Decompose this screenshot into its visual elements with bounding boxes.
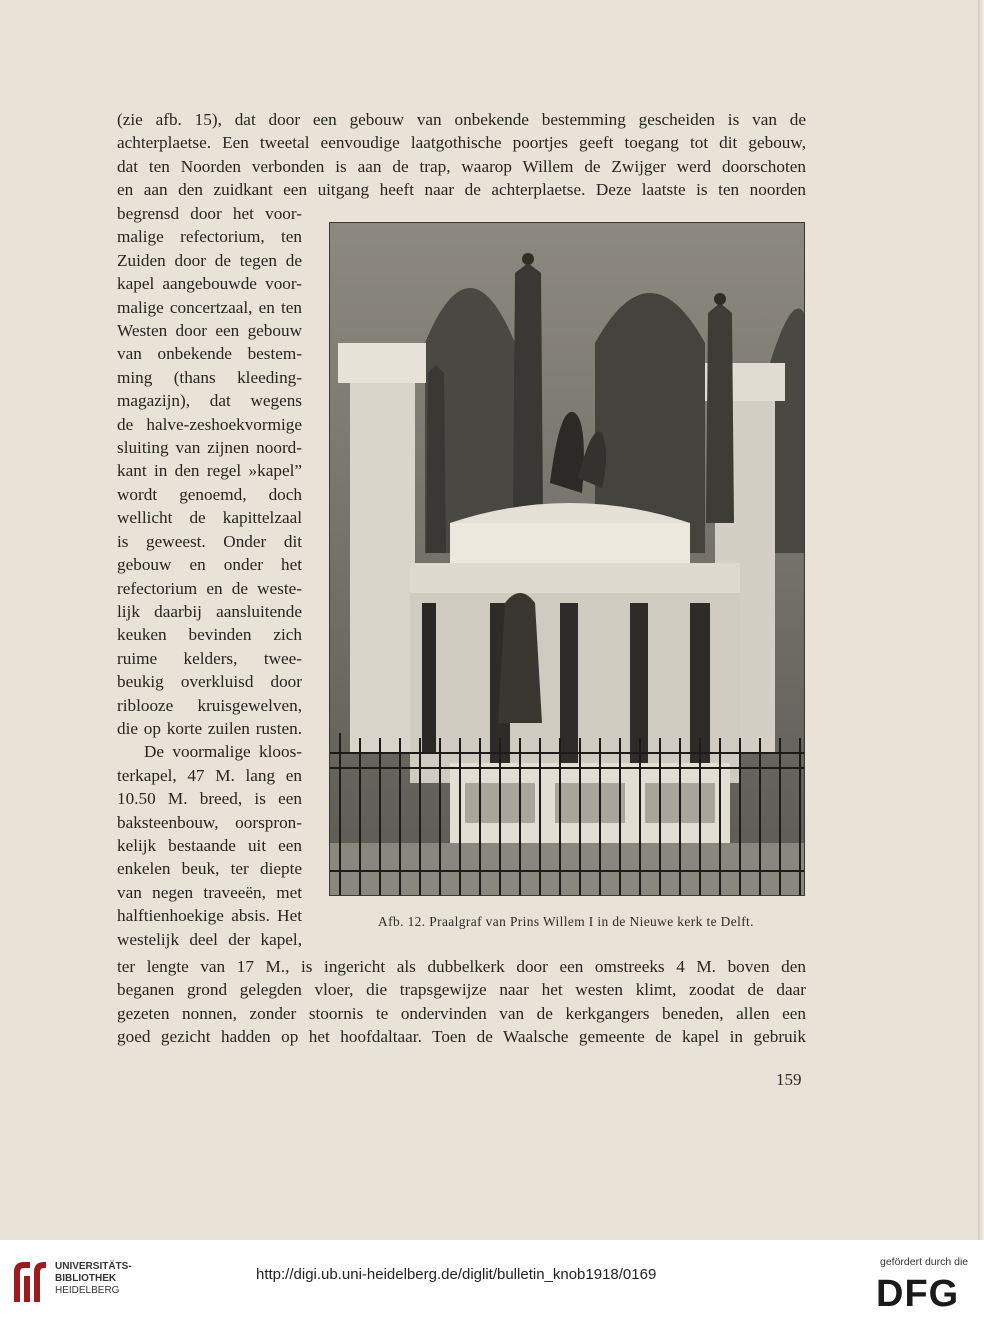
text-line: achterplaetse. Een tweetal eenvoudige laatgothische poortjes geeft toegang tot dit gebouw, bbox=[117, 133, 806, 153]
tomb-photograph bbox=[329, 222, 805, 896]
text-line: Zuiden door de tegen de bbox=[117, 250, 302, 270]
text-line: gezeten nonnen, zonder stoornis te ondervinden van de kerkgangers beneden, allen een bbox=[117, 1003, 806, 1023]
text-line: ter lengte van 17 M., is ingericht als dubbelkerk door een omstreeks 4 M. boven den bbox=[117, 957, 806, 976]
library-line-1: UNIVERSITÄTS- bbox=[55, 1261, 132, 1272]
text-line: kapel aangebouwde voor- bbox=[117, 274, 302, 294]
text-line: magazijn), dat wegens bbox=[117, 391, 302, 411]
text-line: baksteenbouw, oorspron- bbox=[117, 812, 302, 832]
text-line: malige concertzaal, en ten bbox=[117, 297, 302, 317]
text-line: ruime kelders, twee- bbox=[117, 648, 302, 668]
library-line-2: BIBLIOTHEK bbox=[55, 1273, 117, 1284]
text-line: begrensd door het voor- bbox=[117, 204, 302, 223]
text-line: kant in den regel »kapel” bbox=[117, 461, 302, 481]
text-line: enkelen beuk, ter diepte bbox=[117, 859, 302, 879]
text-line: kelijk bestaande uit een bbox=[117, 835, 302, 855]
text-line: sluiting van zijnen noord- bbox=[117, 438, 302, 458]
text-line: beukig overkluisd door bbox=[117, 672, 302, 692]
permalink[interactable]: http://digi.ub.uni-heidelberg.de/diglit/bulletin_knob1918/0169 bbox=[256, 1266, 657, 1283]
text-line: halftienhoekige absis. Het bbox=[117, 906, 302, 926]
text-line: die op korte zuilen rusten. bbox=[117, 718, 302, 738]
text-line: De voormalige kloos- bbox=[144, 742, 302, 762]
text-line: lijk daarbij aansluitende bbox=[117, 601, 302, 621]
dfg-logo: DFG bbox=[876, 1273, 960, 1315]
text-line: malige refectorium, ten bbox=[117, 227, 302, 247]
text-line: 10.50 M. breed, is een bbox=[117, 789, 302, 809]
text-line: wellicht de kapittelzaal bbox=[117, 508, 302, 528]
text-line: van negen traveeën, met bbox=[117, 882, 302, 902]
paragraph-column bbox=[117, 202, 302, 951]
text-line: goed gezicht hadden op het hoofdaltaar. Toen de Waalsche gemeente de kapel in gebruik bbox=[117, 1027, 806, 1047]
text-line: is geweest. Onder dit bbox=[117, 531, 302, 551]
page-number: 159 bbox=[776, 1070, 802, 1089]
text-line: terkapel, 47 M. lang en bbox=[117, 765, 302, 785]
text-line: beganen grond gelegden vloer, die trapsgewijze naar het westen klimt, zoodat de daar bbox=[117, 980, 806, 1000]
text-line: en aan den zuidkant een uitgang heeft naar de achterplaetse. Deze laatste is ten noorden bbox=[117, 180, 806, 200]
tomb-illustration bbox=[330, 223, 804, 895]
text-line: Westen door een gebouw bbox=[117, 321, 302, 341]
text-line: dat ten Noorden verbonden is aan de trap, waarop Willem de Zwijger werd doorschoten bbox=[117, 156, 806, 176]
library-line-3: HEIDELBERG bbox=[55, 1285, 120, 1296]
text-line: gebouw en onder het bbox=[117, 555, 302, 575]
sponsor-label: gefördert durch die bbox=[880, 1256, 969, 1268]
text-line: riblooze kruisgewelven, bbox=[117, 695, 302, 715]
text-line: keuken bevinden zich bbox=[117, 625, 302, 645]
library-name bbox=[55, 1261, 132, 1297]
text-line: ming (thans kleeding- bbox=[117, 367, 302, 387]
text-line: wordt genoemd, doch bbox=[117, 484, 302, 504]
paragraph-top bbox=[117, 108, 806, 202]
paragraph-bottom bbox=[117, 955, 806, 1049]
text-line: refectorium en de weste- bbox=[117, 578, 302, 598]
text-line: de halve-zeshoekvormige bbox=[117, 414, 302, 434]
library-logo-icon bbox=[10, 1258, 50, 1304]
text-line: van onbekende bestem- bbox=[117, 344, 302, 364]
figure-caption: Afb. 12. Praalgraf van Prins Willem I in de Nieuwe kerk te Delft. bbox=[378, 914, 754, 929]
text-line: (zie afb. 15), dat door een gebouw van onbekende bestemming gescheiden is van de bbox=[117, 110, 806, 129]
text-line: westelijk deel der kapel, bbox=[117, 929, 302, 949]
